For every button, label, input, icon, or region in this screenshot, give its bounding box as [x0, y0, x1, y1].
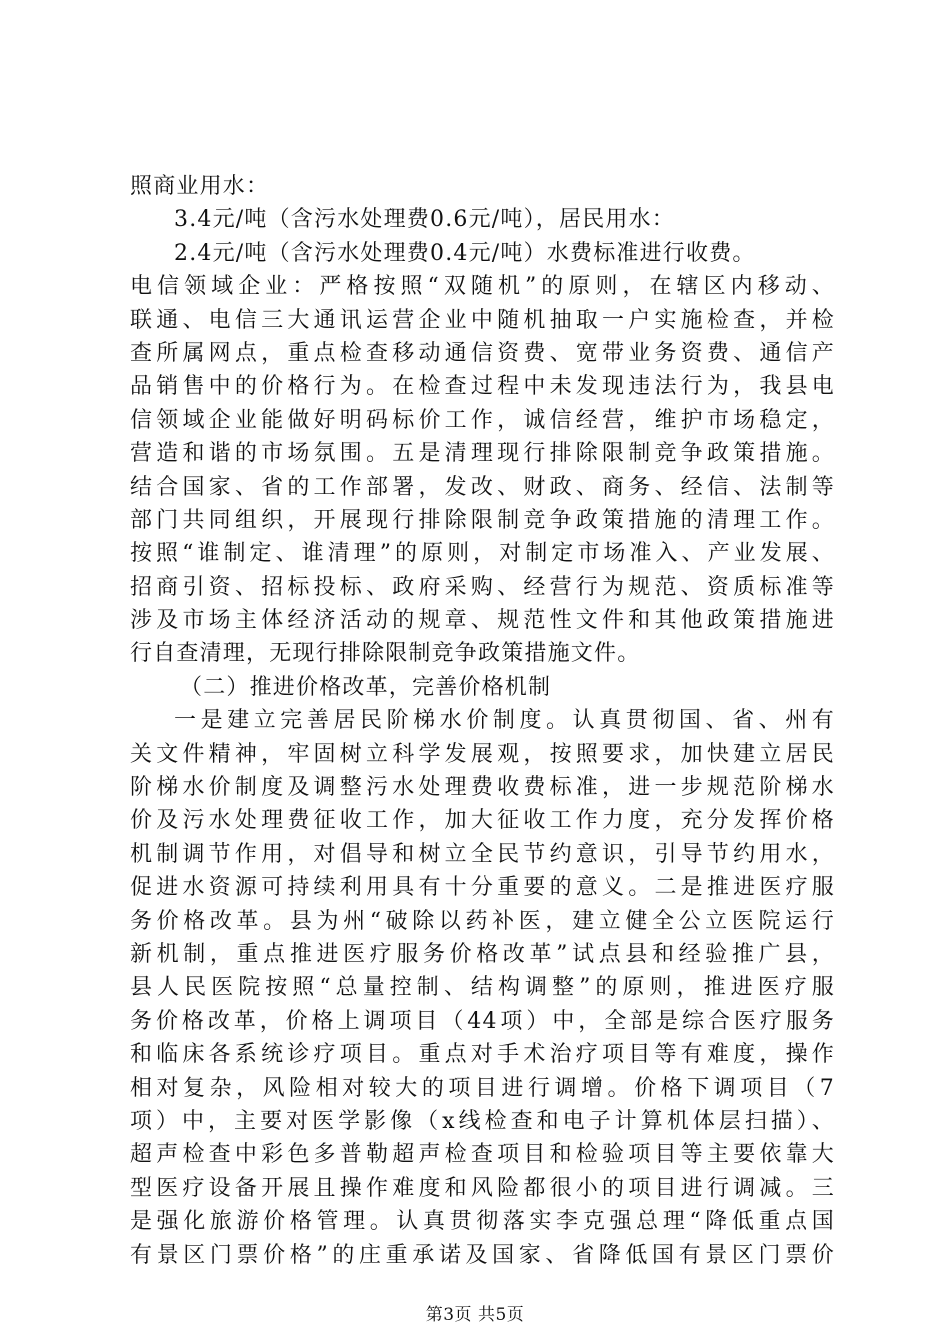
text-line: 信领域企业能做好明码标价工作，诚信经营，维护市场稳定，	[130, 407, 835, 433]
text-line: 相对复杂，风险相对较大的项目进行调增。价格下调项目（7	[130, 1075, 835, 1101]
text-line: 促进水资源可持续利用具有十分重要的意义。二是推进医疗服	[130, 875, 835, 901]
body-text	[130, 170, 835, 1272]
page-number-footer: 第3页 共5页	[425, 1305, 525, 1325]
section-heading: （二）推进价格改革，完善价格机制	[180, 674, 552, 700]
text-line: 关文件精神，牢固树立科学发展观，按照要求，加快建立居民	[130, 741, 835, 767]
text-line: 品销售中的价格行为。在检查过程中未发现违法行为，我县电	[130, 374, 835, 400]
text-line: 新机制，重点推进医疗服务价格改革”试点县和经验推广县，	[130, 941, 835, 967]
text-line: 价及污水处理费征收工作，加大征收工作力度，充分发挥价格	[130, 808, 835, 834]
text-line: 务价格改革，价格上调项目（44项）中，全部是综合医疗服务	[130, 1008, 835, 1034]
text-line: 阶梯水价制度及调整污水处理费收费标准，进一步规范阶梯水	[130, 775, 835, 801]
text-line: 3.4元/吨（含污水处理费0.6元/吨），居民用水：	[174, 207, 676, 233]
text-line: 部门共同组织，开展现行排除限制竞争政策措施的清理工作。	[130, 507, 835, 533]
text-line: 2.4元/吨（含污水处理费0.4元/吨）水费标准进行收费。	[174, 240, 756, 266]
text-line: 联通、电信三大通讯运营企业中随机抽取一户实施检查，并检	[130, 307, 835, 333]
text-line: 按照“谁制定、谁清理”的原则，对制定市场准入、产业发展、	[130, 541, 835, 567]
text-line: 电信领域企业：严格按照“双随机”的原则，在辖区内移动、	[130, 274, 835, 300]
text-line: 超声检查中彩色多普勒超声检查项目和检验项目等主要依靠大	[130, 1142, 835, 1168]
text-line: 涉及市场主体经济活动的规章、规范性文件和其他政策措施进	[130, 608, 835, 634]
text-line: 结合国家、省的工作部署，发改、财政、商务、经信、法制等	[130, 474, 835, 500]
text-line: 一是建立完善居民阶梯水价制度。认真贯彻国、省、州有	[174, 708, 835, 734]
text-line: 县人民医院按照“总量控制、结构调整”的原则，推进医疗服	[130, 975, 835, 1001]
text-line: 型医疗设备开展且操作难度和风险都很小的项目进行调减。三	[130, 1175, 835, 1201]
text-line: 务价格改革。县为州“破除以药补医，建立健全公立医院运行	[130, 908, 835, 934]
text-line: 有景区门票价格”的庄重承诺及国家、省降低国有景区门票价	[130, 1242, 835, 1268]
text-line: 和临床各系统诊疗项目。重点对手术治疗项目等有难度，操作	[130, 1042, 835, 1068]
text-line: 行自查清理，无现行排除限制竞争政策措施文件。	[130, 641, 641, 667]
text-line: 照商业用水：	[130, 174, 270, 199]
text-line: 机制调节作用，对倡导和树立全民节约意识，引导节约用水，	[130, 841, 835, 867]
text-line: 招商引资、招标投标、政府采购、经营行为规范、资质标准等	[130, 574, 835, 600]
text-line: 营造和谐的市场氛围。五是清理现行排除限制竞争政策措施。	[130, 441, 835, 467]
text-line: 查所属网点，重点检查移动通信资费、宽带业务资费、通信产	[130, 340, 835, 366]
text-line: 是强化旅游价格管理。认真贯彻落实李克强总理“降低重点国	[130, 1209, 835, 1235]
text-line: 项）中，主要对医学影像（x线检查和电子计算机体层扫描）、	[130, 1108, 835, 1134]
